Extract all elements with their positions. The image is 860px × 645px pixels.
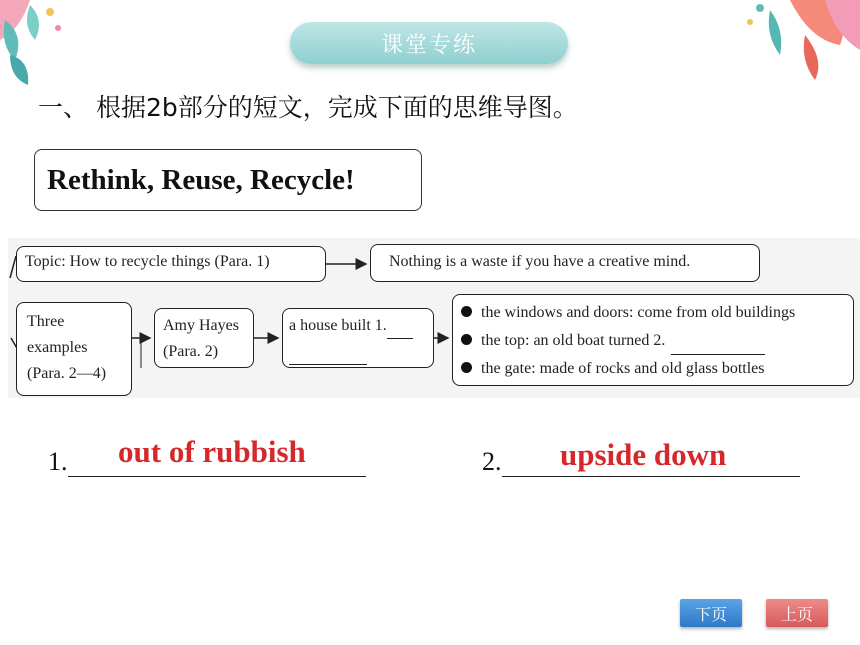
topic-box: [16, 246, 326, 282]
floral-decoration-left: [0, 0, 80, 90]
previous-page-button[interactable]: [766, 599, 828, 627]
three-examples-line: examples: [27, 339, 88, 356]
amy-hayes-line: Amy Hayes: [163, 317, 239, 334]
bullet-icon: [461, 362, 472, 373]
section-title: 课堂专练: [380, 32, 477, 58]
passage-title-box: [34, 149, 422, 211]
answer-1-number: 1.: [48, 447, 68, 476]
blank-1-line-continued: [289, 344, 367, 365]
floral-decoration-right: [730, 0, 860, 80]
answer-2-number: 2.: [482, 447, 502, 476]
three-examples-box: [16, 302, 132, 396]
answer-1-text: out of rubbish: [118, 434, 306, 469]
bullet-icon: [461, 306, 472, 317]
list-item: the gate: made of rocks and old glass bottles: [461, 355, 845, 383]
main-idea-text: Nothing is a waste if you have a creative mind.: [389, 253, 691, 270]
next-page-label: 下页: [694, 604, 727, 624]
answer-2-text: upside down: [560, 437, 727, 472]
bullet-icon: [461, 334, 472, 345]
house-box: [282, 308, 434, 368]
amy-hayes-box: [154, 308, 254, 368]
previous-page-label: 上页: [780, 604, 813, 624]
mind-map: [8, 238, 860, 398]
three-examples-line: (Para. 2—4): [27, 365, 107, 382]
next-page-button[interactable]: [680, 599, 742, 627]
amy-hayes-line: (Para. 2): [163, 343, 219, 360]
instruction-text: 一、 根据2b部分的短文，完成下面的思维导图。: [38, 93, 578, 122]
house-details-box: [452, 294, 854, 386]
list-item: the top: an old boat turned 2.: [461, 327, 845, 355]
list-item: the windows and doors: come from old buildings: [461, 299, 845, 327]
house-text: a house built 1.: [289, 317, 387, 334]
topic-text: Topic: How to recycle things (Para. 1): [25, 253, 270, 270]
three-examples-line: Three: [27, 313, 65, 330]
blank-1-line: [387, 338, 413, 339]
passage-title: Rethink, Reuse, Recycle!: [47, 163, 355, 196]
section-title-pill: [290, 22, 568, 64]
main-idea-box: [370, 244, 760, 282]
